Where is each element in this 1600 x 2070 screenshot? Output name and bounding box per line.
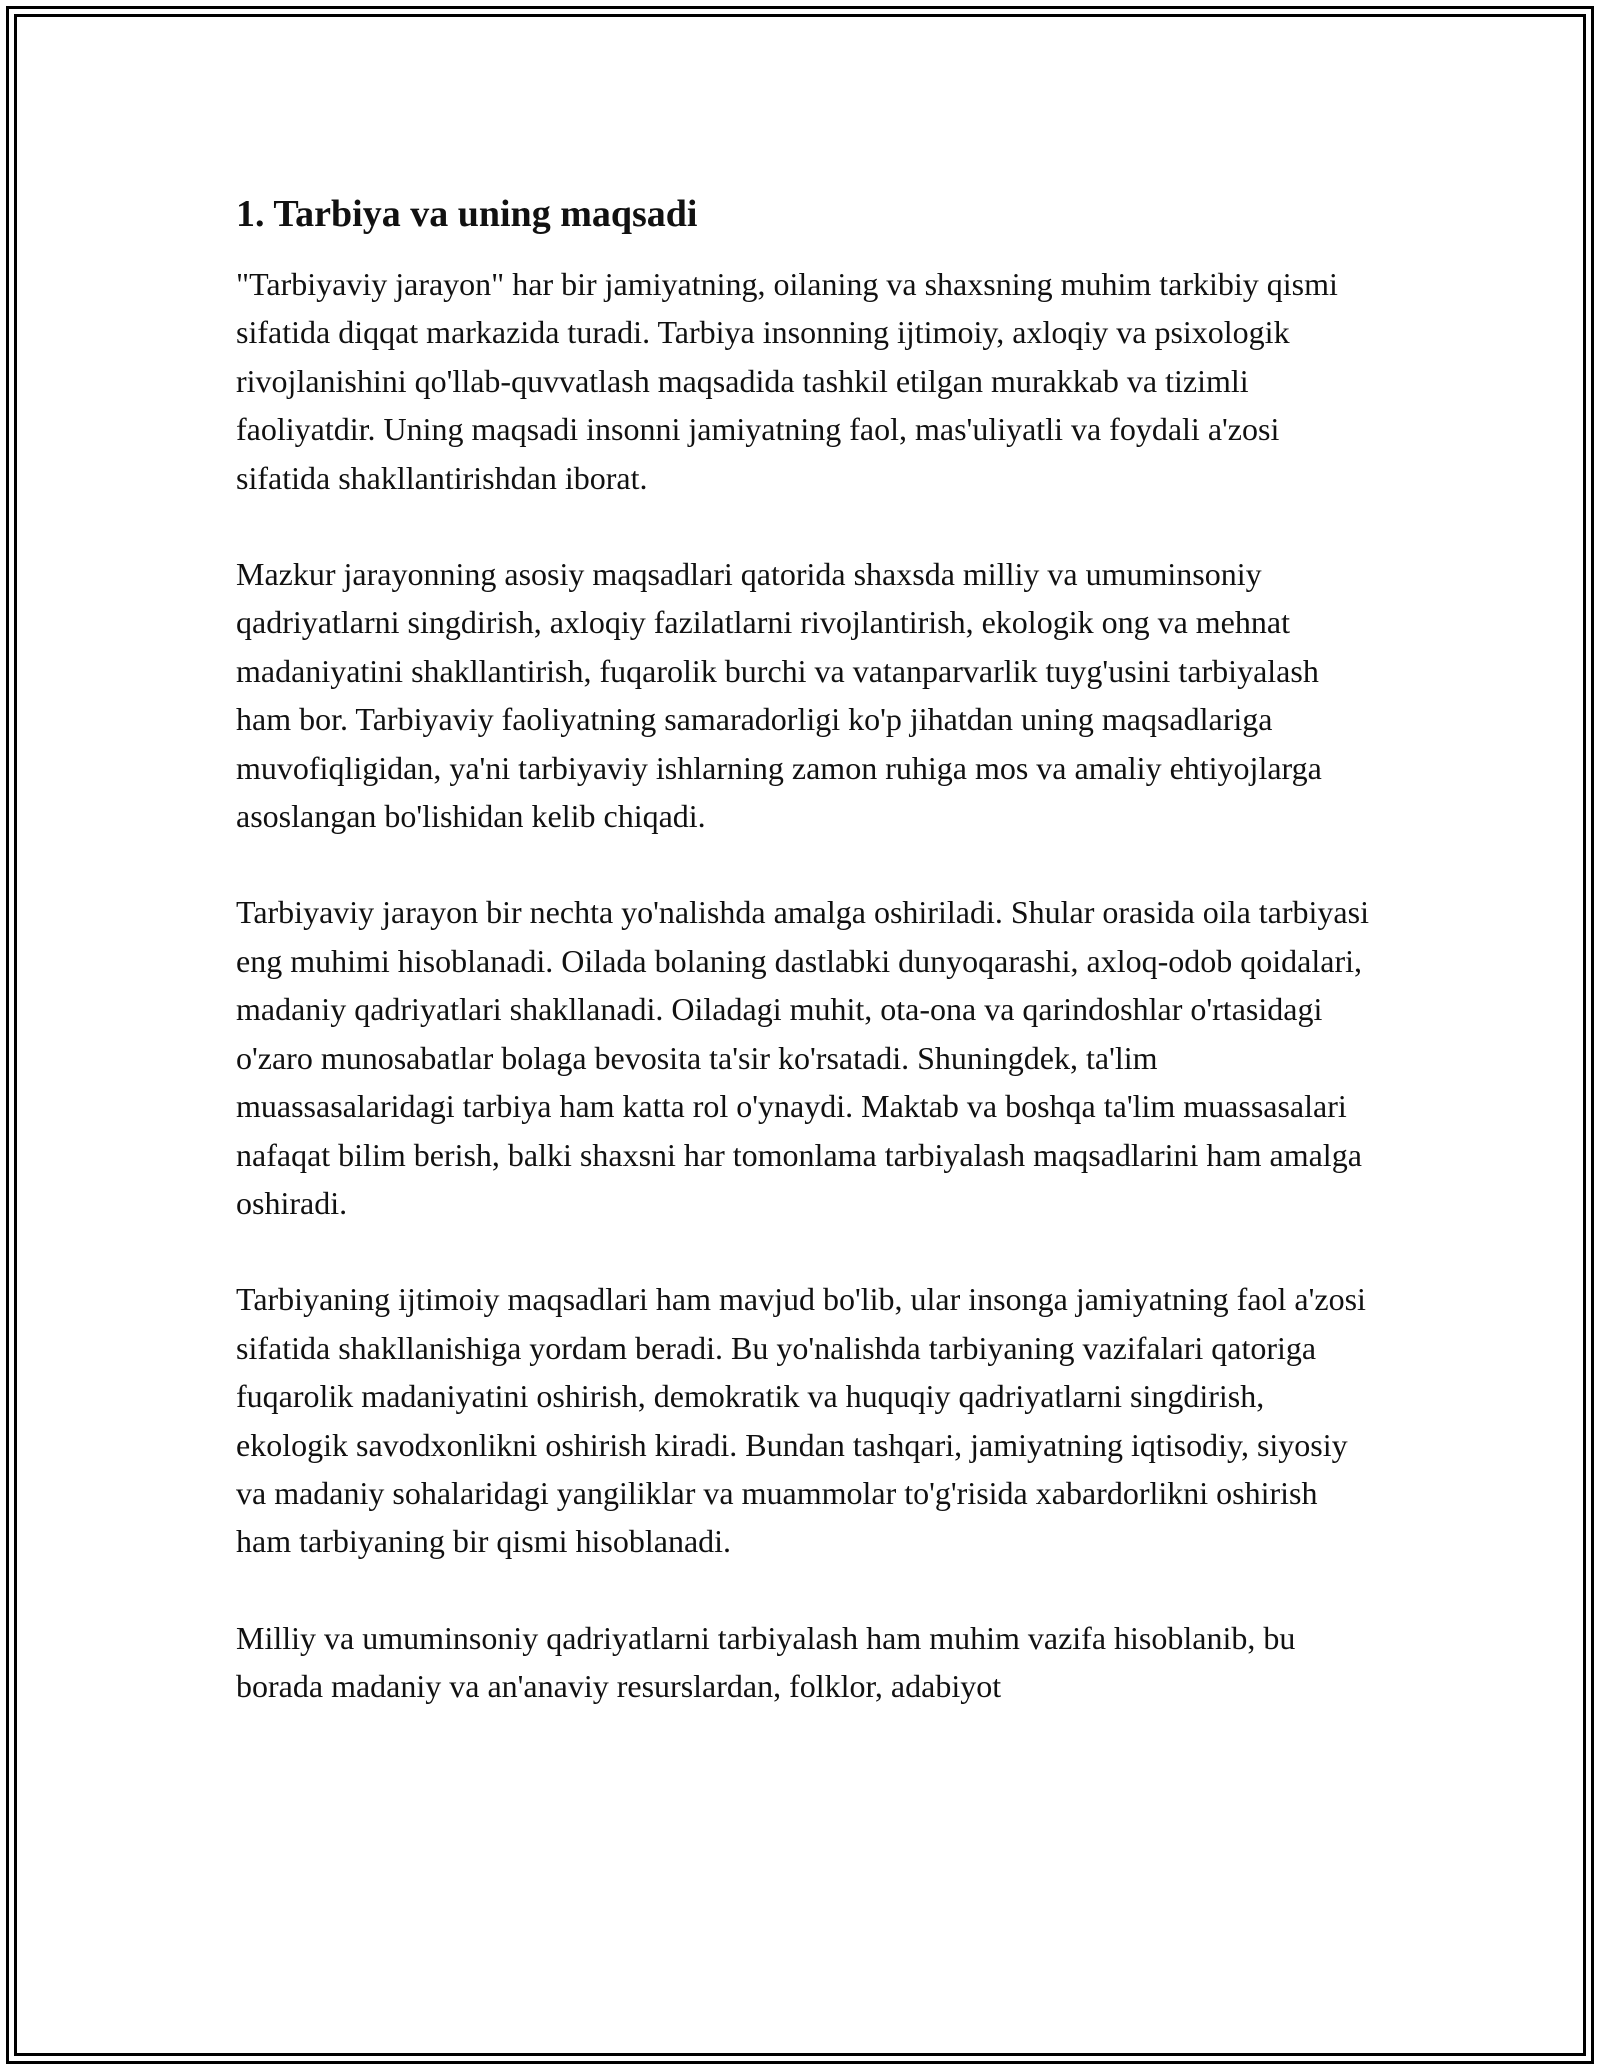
paragraph-2: Mazkur jarayonning asosiy maqsadlari qatorida shaxsda milliy va umuminsoniy qadriyatlarni singdirish, axloqiy fazilatlarni rivojlantirish, ekologik ong va mehnat madaniyatini shakllantirish, fuqarolik burchi va vatanparvarlik tuyg'usini tarbiyalash ham bor. Tarbiyaviy faoliyatning samaradorligi ko'p jihatdan uning maqsadlariga muvofiqligidan, ya'ni tarbiyaviy ishlarning zamon ruhiga mos va amaliy ehtiyojlarga asoslangan bo'lishidan kelib chiqadi. xyxy=(236,556,1322,835)
document-body xyxy=(236,190,1376,1759)
section-heading: 1. Tarbiya va uning maqsadi xyxy=(236,193,698,235)
paragraph-5: Milliy va umuminsoniy qadriyatlarni tarbiyalash ham muhim vazifa hisoblanib, bu borada madaniy va an'anaviy resurslardan, folklor, adabiyot xyxy=(236,1619,1296,1705)
paragraph-3: Tarbiyaviy jarayon bir nechta yo'nalishda amalga oshiriladi. Shular orasida oila tarbiyasi eng muhimi hisoblanadi. Oilada bolaning dastlabki dunyoqarashi, axloq-odob qoidalari, madaniy qadriyatlari shakllanadi. Oiladagi muhit, ota-ona va qarindoshlar o'rtasidagi o'zaro munosabatlar bolaga bevosita ta'sir ko'rsatadi. Shuningdek, ta'lim muassasalaridagi tarbiya ham katta rol o'ynaydi. Maktab va boshqa ta'lim muassasalari nafaqat bilim berish, balki shaxsni har tomonlama tarbiyalash maqsadlarini ham amalga oshiradi. xyxy=(236,894,1369,1221)
paragraph-1: "Tarbiyaviy jarayon" har bir jamiyatning, oilaning va shaxsning muhim tarkibiy qismi sifatida diqqat markazida turadi. Tarbiya insonning ijtimoiy, axloqiy va psixologik rivojlanishini qo'llab-quvvatlash maqsadida tashkil etilgan murakkab va tizimli faoliyatdir. Uning maqsadi insonni jamiyatning faol, mas'uliyatli va foydali a'zosi sifatida shakllantirishdan iborat. xyxy=(236,266,1338,496)
paragraph-4: Tarbiyaning ijtimoiy maqsadlari ham mavjud bo'lib, ular insonga jamiyatning faol a'zosi sifatida shakllanishiga yordam beradi. Bu yo'nalishda tarbiyaning vazifalari qatoriga fuqarolik madaniyatini oshirish, demokratik va huquqiy qadriyatlarni singdirish, ekologik savodxonlikni oshirish kiradi. Bundan tashqari, jamiyatning iqtisodiy, siyosiy va madaniy sohalaridagi yangiliklar va muammolar to'g'risida xabardorlikni oshirish ham tarbiyaning bir qismi hisoblanadi. xyxy=(236,1281,1366,1560)
